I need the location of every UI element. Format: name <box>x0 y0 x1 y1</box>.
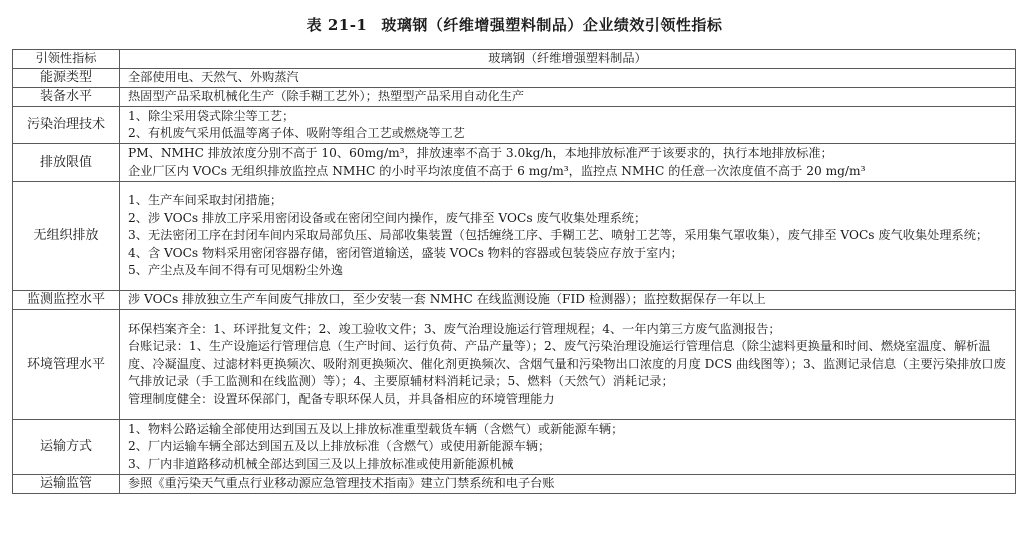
row-line: 管理制度健全：设置环保部门，配备专职环保人员，并具备相应的环境管理能力 <box>128 391 555 406</box>
row-emission-limits <box>13 144 1016 182</box>
row-description <box>120 88 1016 107</box>
row-transport-supervision <box>13 475 1016 494</box>
indicator-table <box>12 49 1016 494</box>
row-description <box>120 107 1016 144</box>
row-category: 污染治理技术 <box>13 107 120 144</box>
row-category: 排放限值 <box>13 144 120 182</box>
row-category: 装备水平 <box>13 88 120 107</box>
row-category: 运输方式 <box>13 420 120 475</box>
row-category: 监测监控水平 <box>13 291 120 310</box>
row-energy-type <box>13 69 1016 88</box>
row-line: 2、有机废气采用低温等离子体、吸附等组合工艺或燃烧等工艺 <box>128 126 465 140</box>
row-pollution-control <box>13 107 1016 144</box>
row-line: 企业厂区内 VOCs 无组织排放监控点 NMHC 的小时平均浓度值不高于 6 mg/m³，监控点 NMHC 的任意一次浓度值不高于 20 mg/m³ <box>128 163 866 178</box>
row-category: 无组织排放 <box>13 182 120 291</box>
row-line: 3、厂内非道路移动机械全部达到国三及以上排放标准或使用新能源机械 <box>128 456 514 471</box>
row-environmental-management <box>13 310 1016 420</box>
row-line: 1、除尘采用袋式除尘等工艺； <box>128 108 295 123</box>
row-fugitive-emissions <box>13 182 1016 291</box>
row-line: 1、生产车间采取封闭措施； <box>128 193 283 208</box>
row-equipment-level <box>13 88 1016 107</box>
row-monitoring-level <box>13 291 1016 310</box>
row-line: 2、厂内运输车辆全部达到国五及以上排放标准（含燃气）或使用新能源车辆； <box>128 439 551 454</box>
row-line: 台账记录：1、生产设施运行管理信息（生产时间、运行负荷、产品产量等）；2、废气污染治理设施运行管理信息（除尘滤料更换量和时间、燃烧室温度、解析温度、冷凝温度、过滤材料更换频次、吸附剂更换频次、催化剂更换频次、含烟气量和污染物出口浓度的月度 DCS 曲线图等）；3、监测记录信息（主要污染排放口废气排放记录（手工监测和在线监测）等）；4、主要原辅材料消耗记录；5、燃料（天然气）消耗记录； <box>128 339 1006 389</box>
row-line: 3、无法密闭工序在封闭车间内采取局部负压、局部收集装置（包括缠绕工序、手糊工艺、喷射工艺等，采用集气罩收集），废气排至 VOCs 废气收集处理系统； <box>128 228 989 243</box>
row-transport-mode <box>13 420 1016 475</box>
header-indicator: 引领性指标 <box>13 50 120 69</box>
header-product: 玻璃钢（纤维增强塑料制品） <box>120 50 1016 69</box>
row-category: 能源类型 <box>13 69 120 88</box>
row-category: 环境管理水平 <box>13 310 120 420</box>
row-description <box>120 144 1016 182</box>
row-line: PM、NMHC 排放浓度分别不高于 10、60mg/m³，排放速率不高于 3.0kg/h，本地排放标准严于该要求的，执行本地排放标准； <box>128 146 833 161</box>
row-description <box>120 182 1016 291</box>
table-number: 表 21-1 <box>306 16 368 34</box>
row-line: 4、含 VOCs 物料采用密闭容器存储，密闭管道输送，盛装 VOCs 物料的容器或包装袋应存放于室内； <box>128 245 683 260</box>
row-description <box>120 291 1016 310</box>
row-line: 环保档案齐全：1、环评批复文件；2、竣工验收文件；3、废气治理设施运行管理规程；4、一年内第三方废气监测报告； <box>128 321 781 336</box>
row-line: 涉 VOCs 排放独立生产车间废气排放口，至少安装一套 NMHC 在线监测设施（FID 检测器）；监控数据保存一年以上 <box>128 292 766 307</box>
row-line: 参照《重污染天气重点行业移动源应急管理技术指南》建立门禁系统和电子台账 <box>128 476 555 491</box>
row-line: 5、产尘点及车间不得有可见烟粉尘外逸 <box>128 263 343 278</box>
row-description <box>120 420 1016 475</box>
row-category: 运输监管 <box>13 475 120 494</box>
row-line: 热固型产品采取机械化生产（除手糊工艺外）；热塑型产品采用自动化生产 <box>128 89 525 104</box>
row-description <box>120 310 1016 420</box>
table-caption <box>0 14 1029 35</box>
table-header-row <box>13 50 1016 69</box>
row-line: 全部使用电、天然气、外购蒸汽 <box>128 70 299 85</box>
row-description <box>120 69 1016 88</box>
row-line: 1、物料公路运输全部使用达到国五及以上排放标准重型载货车辆（含燃气）或新能源车辆； <box>128 421 624 436</box>
table-title: 玻璃钢（纤维增强塑料制品）企业绩效引领性指标 <box>381 16 723 34</box>
row-description <box>120 475 1016 494</box>
row-line: 2、涉 VOCs 排放工序采用密闭设备或在密闭空间内操作，废气排至 VOCs 废气收集处理系统； <box>128 210 647 225</box>
